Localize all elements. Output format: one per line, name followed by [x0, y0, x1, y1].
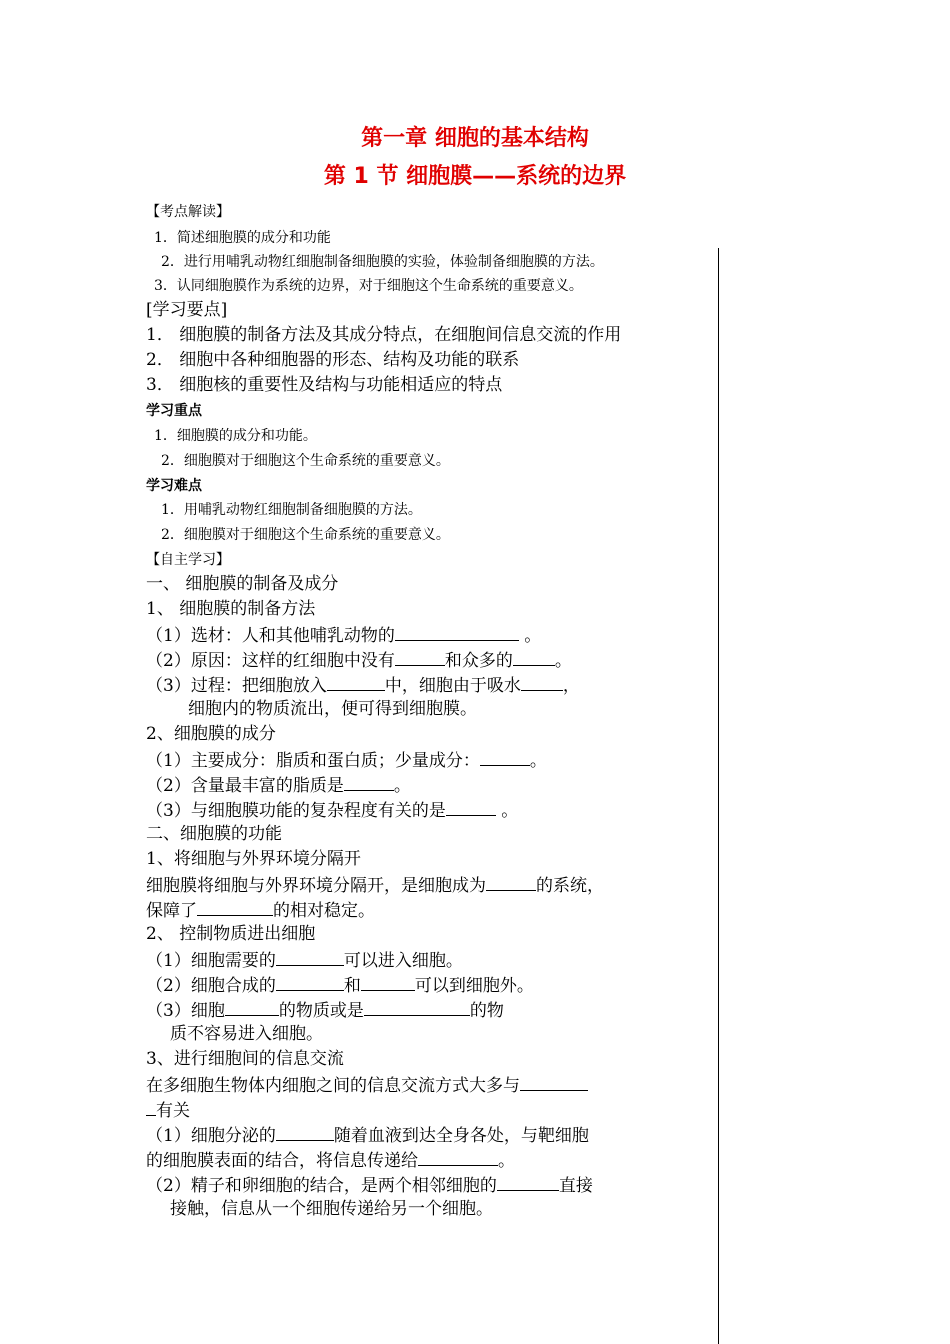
fill-question: （1）选材：人和其他哺乳动物的 。 — [146, 626, 542, 646]
chapter-title: 第一章 细胞的基本结构 — [361, 126, 589, 151]
question-continuation: 细胞内的物质流出，便可得到细胞膜。 — [188, 699, 477, 719]
fill-question: （2）精子和卵细胞的结合，是两个相邻细胞的 直接 — [146, 1176, 593, 1196]
answer-blank[interactable] — [486, 875, 536, 891]
answer-blank[interactable] — [521, 675, 563, 691]
fill-question: （3）细胞 的物质或是 的物 — [146, 1001, 504, 1021]
part2-sub1-title: 1、将细胞与外界环境分隔开 — [146, 849, 361, 869]
answer-blank[interactable] — [276, 1125, 334, 1141]
fill-question: 保障了 的相对稳定。 — [146, 901, 375, 921]
answer-blank[interactable] — [513, 650, 555, 666]
answer-blank[interactable] — [520, 1075, 588, 1091]
answer-blank[interactable] — [480, 750, 530, 766]
fill-question: （3）与细胞膜功能的复杂程度有关的是 。 — [146, 801, 519, 821]
study-points-heading: [学习要点] — [146, 300, 228, 320]
self-study-heading: 【自主学习】 — [146, 552, 230, 568]
fill-question: 在多细胞生物体内细胞之间的信息交流方式大多与 — [146, 1075, 588, 1097]
difficult-point-item: 2．细胞膜对于细胞这个生命系统的重要意义。 — [161, 527, 450, 543]
fill-question: （1）细胞分泌的 随着血液到达全身各处，与靶细胞 — [146, 1126, 589, 1146]
part1-title: 一、 细胞膜的制备及成分 — [146, 574, 339, 594]
answer-blank[interactable] — [197, 900, 273, 916]
fill-question: （2）原因：这样的红细胞中没有 和众多的 。 — [146, 651, 572, 671]
fill-question: （1）主要成分：脂质和蛋白质；少量成分： 。 — [146, 751, 547, 771]
answer-blank[interactable] — [146, 1100, 156, 1116]
study-point-item: 3． 细胞核的重要性及结构与功能相适应的特点 — [146, 375, 503, 395]
fill-question: 细胞膜将细胞与外界环境分隔开，是细胞成为 的系统， — [146, 876, 604, 896]
key-points-heading: 学习重点 — [146, 403, 202, 419]
difficult-point-item: 1．用哺乳动物红细胞制备细胞膜的方法。 — [161, 502, 422, 518]
question-continuation: 接触，信息从一个细胞传递给另一个细胞。 — [170, 1199, 493, 1219]
part2-sub3-title: 3、进行细胞间的信息交流 — [146, 1049, 344, 1069]
part2-sub2-title: 2、 控制物质进出细胞 — [146, 924, 316, 944]
answer-blank[interactable] — [418, 1150, 498, 1166]
fill-question: （3）过程：把细胞放入 中，细胞由于吸水 ， — [146, 676, 580, 696]
answer-blank[interactable] — [446, 800, 496, 816]
exam-point-item: 2．进行用哺乳动物红细胞制备细胞膜的实验，体验制备细胞膜的方法。 — [161, 254, 604, 270]
exam-point-item: 3．认同细胞膜作为系统的边界，对于细胞这个生命系统的重要意义。 — [154, 278, 583, 294]
question-continuation: 质不容易进入细胞。 — [170, 1024, 323, 1044]
key-point-item: 1．细胞膜的成分和功能。 — [154, 428, 317, 444]
study-point-item: 2． 细胞中各种细胞器的形态、结构及功能的联系 — [146, 350, 520, 370]
fill-question: （1）细胞需要的 可以进入细胞。 — [146, 951, 463, 971]
answer-blank[interactable] — [497, 1175, 559, 1191]
answer-blank[interactable] — [276, 950, 344, 966]
fill-question: （2）含量最丰富的脂质是 。 — [146, 776, 411, 796]
part1-sub1-title: 1、 细胞膜的制备方法 — [146, 599, 316, 619]
section-title: 第 1 节 细胞膜——系统的边界 — [323, 164, 627, 189]
answer-blank[interactable] — [344, 775, 394, 791]
answer-blank[interactable] — [395, 650, 445, 666]
fill-question: （2）细胞合成的 和 可以到细胞外。 — [146, 976, 534, 996]
exam-point-item: 1．简述细胞膜的成分和功能 — [154, 230, 331, 246]
answer-blank[interactable] — [361, 975, 415, 991]
difficult-points-heading: 学习难点 — [146, 478, 202, 494]
answer-blank[interactable] — [395, 625, 519, 641]
fill-question: 有关 — [146, 1100, 190, 1122]
part1-sub2-title: 2、细胞膜的成分 — [146, 724, 276, 744]
fill-question: 的细胞膜表面的结合，将信息传递给 。 — [146, 1151, 515, 1171]
exam-points-heading: 【考点解读】 — [146, 204, 230, 220]
answer-blank[interactable] — [327, 675, 385, 691]
study-point-item: 1． 细胞膜的制备方法及其成分特点，在细胞间信息交流的作用 — [146, 325, 622, 345]
answer-blank[interactable] — [364, 1000, 470, 1016]
part2-title: 二、细胞膜的功能 — [146, 824, 282, 844]
answer-blank[interactable] — [276, 975, 344, 991]
margin-rule — [718, 248, 719, 1344]
answer-blank[interactable] — [225, 1000, 279, 1016]
key-point-item: 2．细胞膜对于细胞这个生命系统的重要意义。 — [161, 453, 450, 469]
